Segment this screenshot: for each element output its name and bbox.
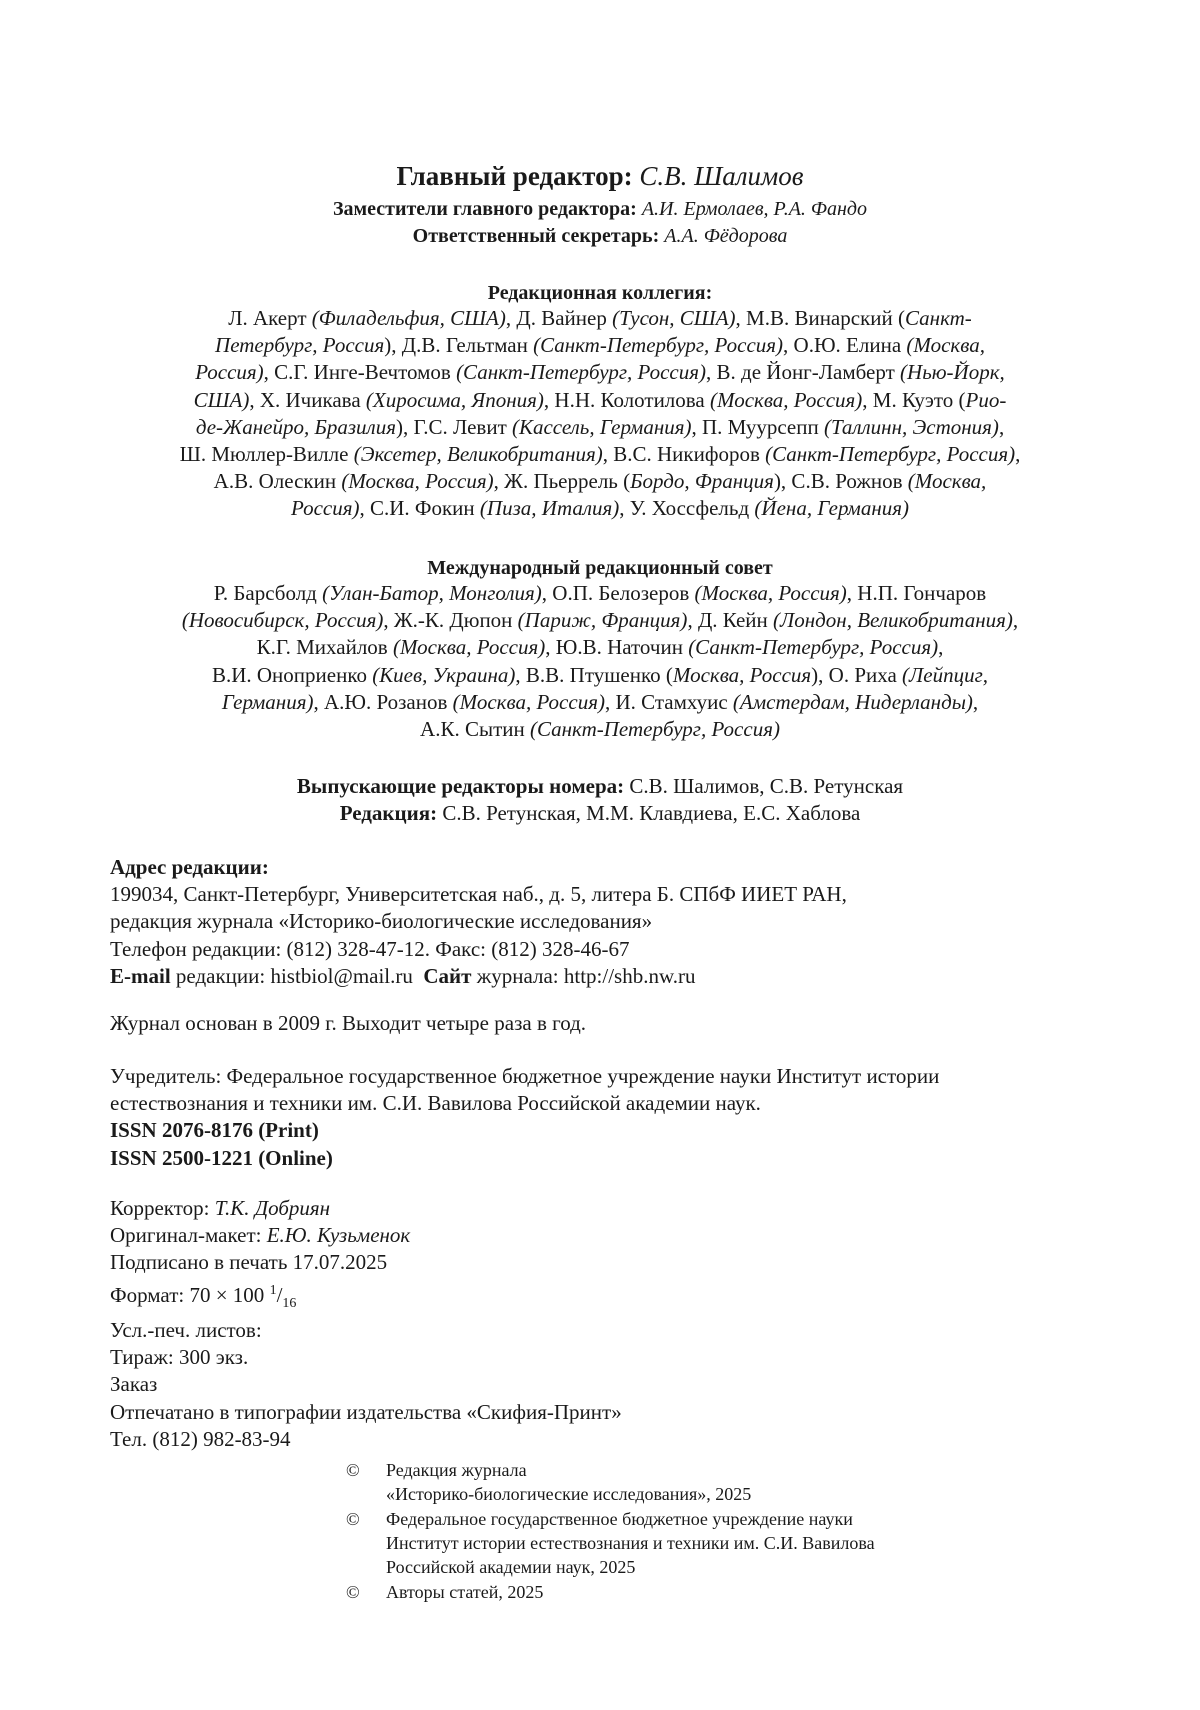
- member-name: ), Г.С. Левит: [395, 414, 513, 439]
- member-name: , В.С. Никифоров: [602, 442, 766, 467]
- member-name: , М. Куэто (: [862, 387, 966, 412]
- address-line-1: 199034, Санкт-Петербург, Университетская наб., д. 5, литера Б. СПбФ ИИЕТ РАН,: [110, 882, 847, 907]
- member-location: (Москва, Россия): [341, 469, 494, 494]
- member-location: (Санкт-Петербург, Россия): [530, 717, 780, 742]
- format-label: Формат: 70 × 100: [110, 1282, 270, 1307]
- member-name: А.К. Сытин: [420, 717, 530, 742]
- member-name: , Д. Кейн: [687, 608, 774, 633]
- member-name: К.Г. Михайлов: [256, 635, 393, 660]
- member-name: , И. Стамхуис: [604, 689, 733, 714]
- member-location: США): [193, 387, 250, 412]
- member-name: , Х. Ичикава: [249, 387, 366, 412]
- member-location: (Хиросима, Япония): [365, 387, 544, 412]
- member-location: (Москва, Россия): [710, 387, 863, 412]
- international-council-line: [105, 580, 1095, 607]
- member-name: , В.В. Птушенко (: [515, 662, 673, 687]
- issue-editors-label: Выпускающие редакторы номера:: [296, 774, 625, 798]
- member-name: , Н.П. Гончаров: [846, 581, 987, 605]
- site-text: журнала: http://shb.nw.ru: [471, 963, 696, 988]
- editorial-board-line: [105, 359, 1095, 386]
- member-location: (Лондон, Великобритания): [773, 608, 1013, 633]
- copyright-line: «Историко-биологические исследования», 2025: [386, 1484, 752, 1504]
- member-location: (Москва, Россия): [694, 581, 847, 605]
- member-name: , У. Хоссфельд: [619, 496, 755, 521]
- member-name: , Ж.-К. Дюпон: [383, 608, 518, 633]
- corrector-name: Т.К. Добриян: [214, 1196, 331, 1220]
- editorial-board-line: [105, 468, 1095, 495]
- copyright-text: [386, 1458, 1106, 1506]
- member-name: , С.И. Фокин: [359, 496, 480, 521]
- editorial-address: [110, 854, 1110, 990]
- member-name: Л. Акерт: [228, 306, 312, 330]
- address-label: Адрес редакции:: [110, 855, 269, 879]
- member-name: , М.В. Винарский (: [735, 306, 905, 330]
- member-name: , О.Ю. Елина: [783, 333, 907, 358]
- international-council-line: [105, 634, 1095, 661]
- copyright-icon: ©: [346, 1509, 360, 1529]
- format-slash: /: [276, 1282, 283, 1307]
- issue-editors: [0, 773, 1200, 800]
- printed-sheets: Усл.-печ. листов:: [110, 1318, 262, 1342]
- executive-secretary-name: А.А. Фёдорова: [664, 225, 788, 247]
- circulation: Тираж: 300 экз.: [110, 1345, 249, 1370]
- printing-house-phone: Тел. (812) 982-83-94: [110, 1426, 291, 1451]
- copyright-row: [346, 1580, 1106, 1604]
- member-name: ,: [1015, 442, 1021, 467]
- copyright-row: [346, 1458, 1106, 1506]
- technical-info: [110, 1195, 1110, 1453]
- deputy-editors-label: Заместители главного редактора:: [332, 198, 637, 220]
- member-location: де-Жанейро, Бразилия: [195, 414, 396, 439]
- phone-fax: Телефон редакции: (812) 328-47-12. Факс: (812) 328-46-67: [110, 936, 630, 961]
- member-location: (Филадельфия, США): [311, 306, 506, 330]
- format-numerator: 1: [269, 1282, 277, 1298]
- editorial-board-line: [105, 414, 1095, 441]
- editorial-staff: [0, 800, 1200, 827]
- member-location: (Санкт-Петербург, Россия): [533, 333, 784, 358]
- editorial-board-line: [105, 387, 1095, 414]
- member-name: ), Д.В. Гельтман: [384, 333, 534, 358]
- international-council-title-text: Международный редакционный совет: [427, 557, 773, 579]
- member-name: А.В. Олескин: [213, 469, 342, 494]
- editorial-board-title: [0, 280, 1200, 307]
- member-location: (Тусон, США): [612, 306, 736, 330]
- editorial-staff-label: Редакция:: [339, 801, 438, 825]
- member-location: (Таллинн, Эстония): [823, 414, 999, 439]
- site-label: Сайт: [423, 963, 472, 988]
- deputy-editors-names: А.И. Ермолаев, Р.А. Фандо: [641, 198, 868, 220]
- member-location: Рио-: [965, 387, 1007, 412]
- editorial-staff-names: С.В. Ретунская, М.М. Клавдиева, Е.С. Хаблова: [442, 801, 861, 825]
- copyright-line: Редакция журнала: [386, 1460, 527, 1480]
- member-location: Бордо, Франция: [630, 469, 774, 494]
- founded-note: Журнал основан в 2009 г. Выходит четыре раза в год.: [110, 1011, 587, 1035]
- international-council-title: [0, 555, 1200, 582]
- copyright-icon: ©: [346, 1582, 360, 1602]
- issue-editors-names: С.В. Шалимов, С.В. Ретунская: [629, 774, 904, 798]
- layout-label: Оригинал-макет:: [110, 1223, 267, 1248]
- member-name: , О.П. Белозеров: [541, 581, 695, 605]
- format: [110, 1277, 1110, 1317]
- chief-editor-label: Главный редактор:: [396, 161, 633, 191]
- international-council-line: [105, 662, 1095, 689]
- member-name: ), С.В. Рожнов: [773, 469, 908, 494]
- copyright-notices: [346, 1458, 1106, 1605]
- member-location: (Москва, Россия): [452, 689, 605, 714]
- copyright-line: Авторы статей, 2025: [386, 1582, 544, 1602]
- member-name: Р. Барсболд: [213, 581, 323, 605]
- executive-secretary-label: Ответственный секретарь:: [412, 225, 660, 247]
- deputy-editors: [0, 196, 1200, 223]
- editorial-board-list: [105, 305, 1095, 523]
- address-line-2: редакция журнала «Историко-биологические исследования»: [110, 909, 653, 934]
- member-location: Россия): [291, 496, 360, 521]
- member-location: (Москва,: [906, 333, 985, 358]
- order: Заказ: [110, 1372, 158, 1397]
- member-location: Санкт-: [905, 306, 972, 330]
- member-name: В.И. Оноприенко: [211, 662, 373, 687]
- member-location: (Нью-Йорк,: [900, 360, 1005, 385]
- member-location: Россия): [195, 360, 264, 385]
- member-location: (Лейпциг,: [902, 662, 989, 687]
- member-location: (Санкт-Петербург, Россия): [688, 635, 939, 660]
- copyright-line: Федеральное государственное бюджетное учреждение науки: [386, 1509, 853, 1529]
- chief-editor: [0, 158, 1200, 194]
- member-location: (Улан-Батор, Монголия): [322, 581, 542, 605]
- member-location: (Новосибирск, Россия): [181, 608, 384, 633]
- corrector-label: Корректор:: [110, 1196, 215, 1220]
- international-council-line: [105, 607, 1095, 634]
- issn-print: ISSN 2076-8176 (Print): [110, 1118, 319, 1143]
- member-location: (Санкт-Петербург, Россия): [765, 442, 1016, 467]
- member-name: , В. де Йонг-Ламберт: [706, 360, 901, 385]
- founder-line-2: естествознания и техники им. С.И. Вавилова Российской академии наук.: [110, 1091, 761, 1116]
- member-location: (Санкт-Петербург, Россия): [456, 360, 707, 385]
- member-name: , Ж. Пьеррель (: [493, 469, 631, 494]
- member-name: ,: [998, 414, 1005, 439]
- editorial-board-line: [105, 495, 1095, 522]
- member-location: Москва, Россия: [672, 662, 812, 687]
- member-location: (Кассель, Германия): [512, 414, 692, 439]
- member-location: Германия): [221, 689, 314, 714]
- email-site: [110, 963, 1110, 990]
- member-name: , Д. Вайнер: [505, 306, 613, 330]
- printing-house: Отпечатано в типографии издательства «Скифия-Принт»: [110, 1399, 622, 1424]
- copyright-text: [386, 1580, 1106, 1604]
- member-name: ,: [938, 635, 944, 660]
- corrector: [110, 1195, 1110, 1222]
- copyright-text: [386, 1507, 1106, 1579]
- member-location: (Москва,: [907, 469, 987, 494]
- issn-online: ISSN 2500-1221 (Online): [110, 1145, 333, 1170]
- international-council-line: [105, 716, 1095, 743]
- editorial-board-title-text: Редакционная коллегия:: [487, 282, 713, 304]
- layout: [110, 1222, 1110, 1249]
- member-name: Ш. Мюллер-Вилле: [179, 442, 354, 467]
- editorial-board-line: [105, 441, 1095, 468]
- member-location: (Москва, Россия): [392, 635, 546, 660]
- editorial-board-line: [105, 332, 1095, 359]
- member-name: , П. Муурсепп: [691, 414, 824, 439]
- member-name: , С.Г. Инге-Вечтомов: [263, 360, 457, 385]
- member-name: , Ю.В. Наточин: [545, 635, 689, 660]
- international-council-line: [105, 689, 1095, 716]
- copyright-line: Институт истории естествознания и техники им. С.И. Вавилова: [386, 1533, 875, 1553]
- member-name: , А.Ю. Розанов: [313, 689, 453, 714]
- email-text: редакции: histbiol@mail.ru: [170, 963, 424, 988]
- founder-line-1: Учредитель: Федеральное государственное бюджетное учреждение науки Институт истории: [110, 1064, 940, 1088]
- member-location: Петербург, Россия: [215, 333, 385, 358]
- international-council-list: [105, 580, 1095, 743]
- member-location: (Эксетер, Великобритания): [353, 442, 603, 467]
- member-location: (Киев, Украина): [372, 662, 516, 687]
- member-name: , Н.Н. Колотилова: [543, 387, 710, 412]
- copyright-icon: ©: [346, 1460, 360, 1480]
- member-location: (Йена, Германия): [754, 496, 909, 521]
- signed-date: Подписано в печать 17.07.2025: [110, 1250, 388, 1275]
- format-denominator: 16: [282, 1295, 297, 1311]
- founder-info: [110, 1063, 1110, 1172]
- editorial-board-line: [105, 305, 1095, 332]
- member-location: (Амстердам, Нидерланды): [732, 689, 973, 714]
- member-location: (Пиза, Италия): [479, 496, 620, 521]
- member-name: ,: [972, 689, 979, 714]
- email-label: E-mail: [110, 963, 171, 988]
- member-location: (Париж, Франция): [517, 608, 688, 633]
- copyright-line: Российской академии наук, 2025: [386, 1557, 636, 1577]
- executive-secretary: [0, 223, 1200, 250]
- layout-name: Е.Ю. Кузьменок: [266, 1223, 411, 1248]
- copyright-row: [346, 1507, 1106, 1579]
- member-name: ,: [1012, 608, 1019, 633]
- chief-editor-name: С.В. Шалимов: [639, 161, 804, 191]
- member-name: ), О. Риха: [811, 662, 903, 687]
